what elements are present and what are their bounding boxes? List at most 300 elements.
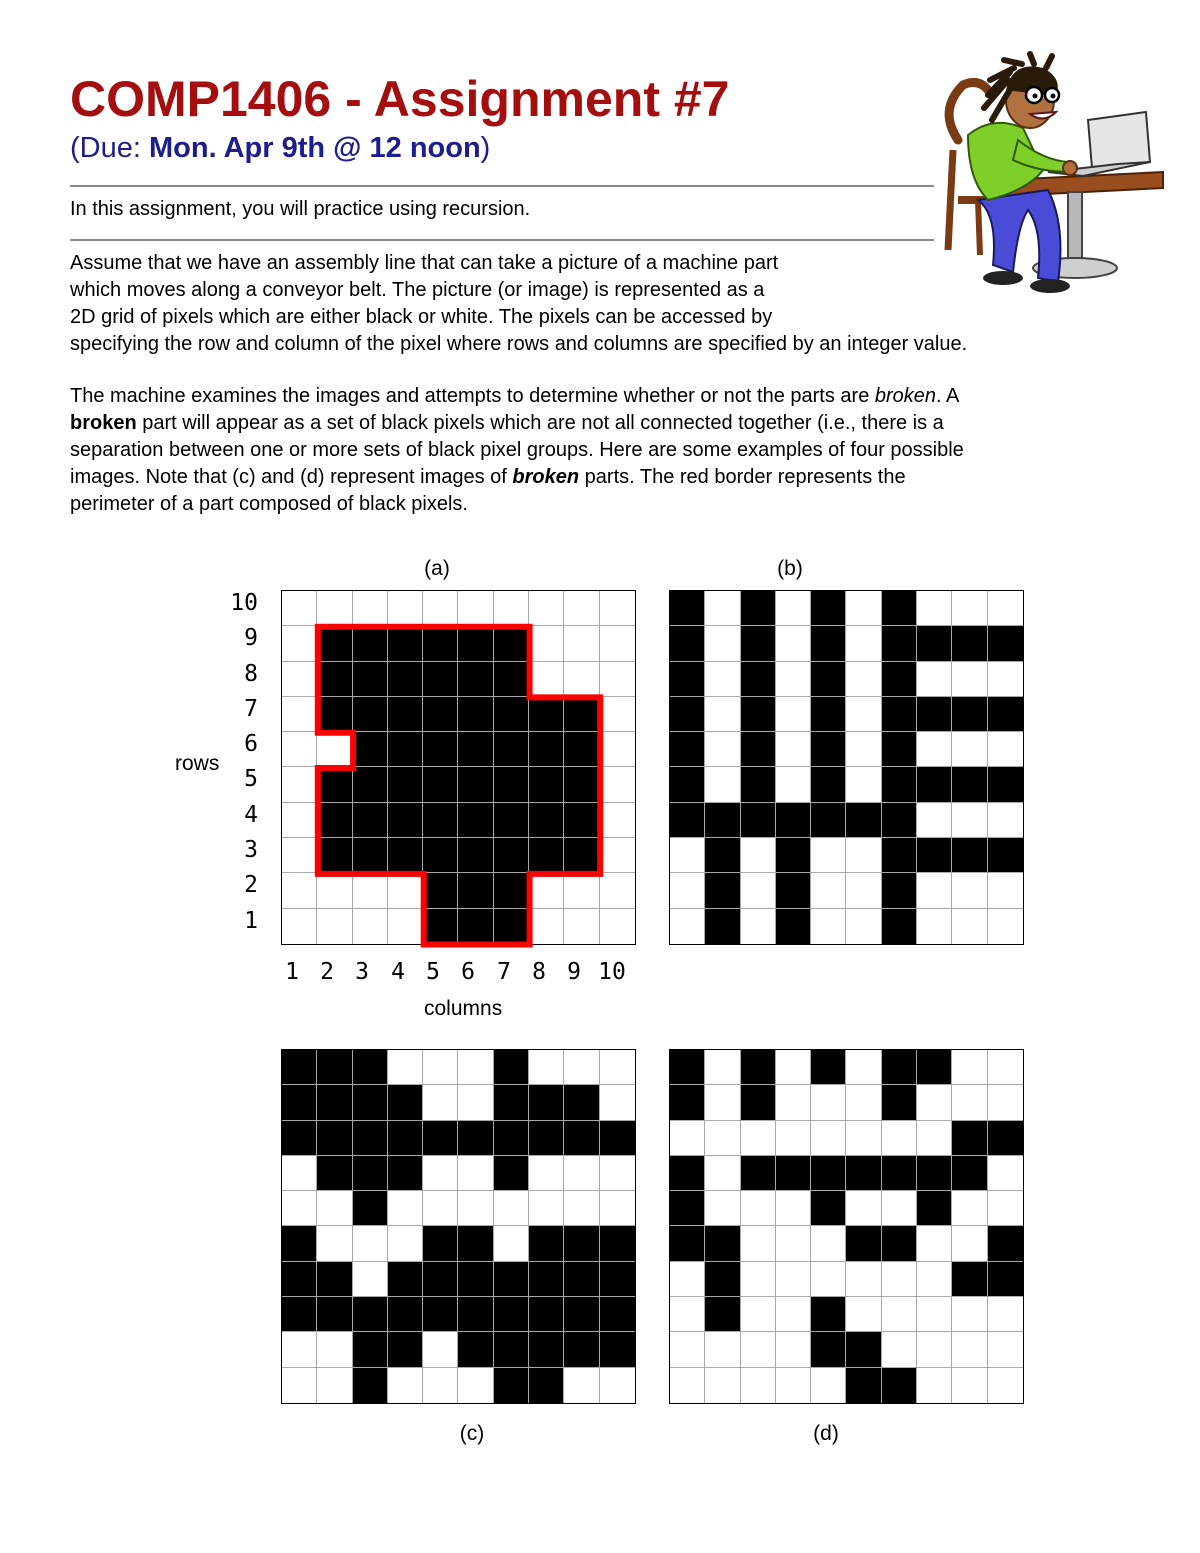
pixel-cell (600, 626, 635, 661)
pixel-cell (494, 1262, 529, 1297)
pixel-cell (600, 662, 635, 697)
pixel-cell (282, 838, 317, 873)
pixel-cell (846, 1226, 881, 1261)
pixel-cell (952, 1085, 987, 1120)
row-number: 7 (244, 696, 258, 722)
pixel-cell (882, 1332, 917, 1367)
pixel-cell (353, 1121, 388, 1156)
pixel-cell (317, 1121, 352, 1156)
pixel-cell (882, 1226, 917, 1261)
pixel-cell (564, 1368, 599, 1403)
pixel-cell (776, 838, 811, 873)
pixel-cell (741, 1262, 776, 1297)
pixel-cell (282, 1297, 317, 1332)
pixel-cell (882, 1121, 917, 1156)
pixel-cell (952, 732, 987, 767)
pixel-cell (458, 1262, 493, 1297)
pixel-cell (353, 1332, 388, 1367)
pixel-cell (423, 1262, 458, 1297)
column-number: 6 (461, 959, 475, 985)
pixel-cell (741, 1121, 776, 1156)
pixel-cell (811, 1332, 846, 1367)
pixel-cell (882, 1085, 917, 1120)
due-date-value: Mon. Apr 9th @ 12 noon (148, 132, 481, 164)
pixel-cell (670, 662, 705, 697)
pixel-cell (917, 1191, 952, 1226)
pixel-cell (917, 909, 952, 944)
pixel-cell (423, 1332, 458, 1367)
pixel-cell (952, 1297, 987, 1332)
pixel-cell (529, 803, 564, 838)
pixel-cell (988, 1191, 1023, 1226)
pixel-cell (741, 697, 776, 732)
pixel-cell (282, 1050, 317, 1085)
pixel-cell (529, 1156, 564, 1191)
pixel-cell (600, 1191, 635, 1226)
pixel-cell (529, 1191, 564, 1226)
pixel-cell (494, 1121, 529, 1156)
pixel-cell (600, 909, 635, 944)
pixel-cell (494, 838, 529, 873)
column-number: 5 (426, 959, 440, 985)
pixel-cell (811, 1050, 846, 1085)
pixel-cell (388, 1050, 423, 1085)
pixel-cell (494, 909, 529, 944)
pixel-cell (317, 662, 352, 697)
pixel-cell (811, 1368, 846, 1403)
pixel-cell (388, 1226, 423, 1261)
pixel-cell (282, 1368, 317, 1403)
pixel-cell (317, 1191, 352, 1226)
pixel-cell (423, 732, 458, 767)
pixel-cell (741, 1156, 776, 1191)
pixel-cell (529, 909, 564, 944)
column-number: 1 (285, 959, 299, 985)
caption-a: (a) (424, 557, 450, 580)
pixel-cell (388, 873, 423, 908)
pixel-cell (670, 1191, 705, 1226)
pixel-cell (458, 873, 493, 908)
pixel-cell (917, 697, 952, 732)
pixel-cell (917, 1156, 952, 1191)
pixel-cell (882, 591, 917, 626)
paragraph-line: 2D grid of pixels which are either black or white. The pixels can be accessed by (70, 306, 773, 328)
pixel-cell (317, 873, 352, 908)
pixel-cell (494, 1156, 529, 1191)
pixel-cell (917, 838, 952, 873)
pixel-cell (776, 626, 811, 661)
pixel-cell (564, 1262, 599, 1297)
pixel-cell (564, 838, 599, 873)
pixel-cell (529, 838, 564, 873)
due-suffix: ) (480, 132, 491, 164)
pixel-cell (317, 1226, 352, 1261)
pixel-cell (882, 1262, 917, 1297)
pixel-cell (600, 1156, 635, 1191)
paragraph-line: Assume that we have an assembly line that can take a picture of a machine part (70, 252, 779, 274)
column-number: 2 (320, 959, 334, 985)
pixel-cell (600, 1121, 635, 1156)
pixel-cell (388, 662, 423, 697)
pixel-cell (670, 767, 705, 802)
pixel-cell (705, 1121, 740, 1156)
pixel-cell (811, 838, 846, 873)
pixel-cell (282, 697, 317, 732)
pixel-cell (458, 803, 493, 838)
pixel-cell (988, 767, 1023, 802)
pixel-cell (741, 767, 776, 802)
pixel-cell (705, 1191, 740, 1226)
pixel-cell (917, 767, 952, 802)
emphasis-broken: broken (512, 466, 580, 488)
pixel-cell (988, 1085, 1023, 1120)
pixel-cell (988, 626, 1023, 661)
pixel-cell (705, 1085, 740, 1120)
column-number: 4 (391, 959, 405, 985)
pixel-cell (353, 909, 388, 944)
pixel-cell (458, 1297, 493, 1332)
pixel-cell (846, 909, 881, 944)
pixel-cell (458, 767, 493, 802)
pixel-cell (882, 1297, 917, 1332)
pixel-cell (388, 1085, 423, 1120)
row-number: 10 (230, 590, 258, 616)
pixel-cell (282, 732, 317, 767)
pixel-cell (564, 803, 599, 838)
pixel-cell (282, 1085, 317, 1120)
pixel-cell (741, 662, 776, 697)
pixel-cell (917, 1332, 952, 1367)
row-number: 1 (244, 908, 258, 934)
pixel-cell (600, 732, 635, 767)
pixel-cell (458, 591, 493, 626)
pixel-cell (811, 697, 846, 732)
pixel-cell (423, 909, 458, 944)
pixel-cell (846, 732, 881, 767)
pixel-cell (353, 838, 388, 873)
pixel-cell (423, 1050, 458, 1085)
pixel-cell (458, 662, 493, 697)
pixel-cell (353, 1050, 388, 1085)
pixel-cell (776, 697, 811, 732)
pixel-grid-a (281, 590, 636, 945)
column-number: 3 (355, 959, 369, 985)
pixel-cell (494, 591, 529, 626)
pixel-cell (670, 838, 705, 873)
pixel-cell (282, 662, 317, 697)
pixel-cell (600, 591, 635, 626)
pixel-cell (705, 732, 740, 767)
row-number: 9 (244, 625, 258, 651)
pixel-cell (952, 1191, 987, 1226)
pixel-cell (388, 1191, 423, 1226)
pixel-cell (423, 591, 458, 626)
pixel-cell (670, 803, 705, 838)
pixel-cell (811, 1191, 846, 1226)
pixel-cell (776, 1332, 811, 1367)
pixel-cell (741, 1191, 776, 1226)
pixel-cell (846, 1262, 881, 1297)
pixel-cell (353, 626, 388, 661)
pixel-cell (811, 767, 846, 802)
pixel-cell (988, 662, 1023, 697)
pixel-cell (564, 1297, 599, 1332)
pixel-cell (317, 767, 352, 802)
pixel-cell (988, 732, 1023, 767)
paragraph-line: separation between one or more sets of black pixel groups. Here are some examples of four possible (70, 439, 964, 461)
pixel-cell (670, 1121, 705, 1156)
pixel-cell (811, 1085, 846, 1120)
pixel-cell (811, 909, 846, 944)
pixel-cell (670, 1085, 705, 1120)
pixel-cell (988, 1368, 1023, 1403)
pixel-cell (670, 1332, 705, 1367)
pixel-cell (741, 1332, 776, 1367)
pixel-cell (423, 803, 458, 838)
pixel-cell (917, 1050, 952, 1085)
pixel-cell (494, 626, 529, 661)
pixel-cell (705, 1297, 740, 1332)
pixel-cell (776, 1262, 811, 1297)
pixel-cell (458, 626, 493, 661)
pixel-cell (282, 1226, 317, 1261)
pixel-cell (811, 1156, 846, 1191)
pixel-cell (564, 1156, 599, 1191)
pixel-cell (600, 1297, 635, 1332)
pixel-cell (353, 591, 388, 626)
pixel-cell (529, 1262, 564, 1297)
pixel-cell (353, 1297, 388, 1332)
pixel-cell (776, 662, 811, 697)
pixel-cell (494, 767, 529, 802)
pixel-cell (917, 662, 952, 697)
pixel-cell (670, 1156, 705, 1191)
pixel-cell (317, 1050, 352, 1085)
pixel-cell (811, 1297, 846, 1332)
paragraph-assembly-line (70, 250, 967, 358)
pixel-cell (952, 626, 987, 661)
pixel-cell (776, 873, 811, 908)
pixel-cell (776, 1297, 811, 1332)
pixel-cell (353, 873, 388, 908)
pixel-cell (917, 591, 952, 626)
pixel-cell (494, 662, 529, 697)
pixel-cell (282, 873, 317, 908)
pixel-cell (670, 1262, 705, 1297)
pixel-cell (564, 1085, 599, 1120)
pixel-cell (952, 591, 987, 626)
pixel-cell (952, 1332, 987, 1367)
pixel-cell (317, 1368, 352, 1403)
pixel-cell (705, 1156, 740, 1191)
pixel-cell (670, 697, 705, 732)
pixel-cell (494, 1191, 529, 1226)
pixel-cell (882, 732, 917, 767)
pixel-cell (282, 767, 317, 802)
pixel-cell (282, 803, 317, 838)
pixel-cell (705, 1262, 740, 1297)
pixel-cell (388, 732, 423, 767)
caption-b: (b) (777, 557, 803, 580)
due-date (70, 132, 490, 165)
pixel-cell (353, 1226, 388, 1261)
pixel-cell (670, 909, 705, 944)
caption-d: (d) (813, 1422, 839, 1445)
pixel-cell (317, 697, 352, 732)
pixel-cell (776, 591, 811, 626)
pixel-cell (882, 662, 917, 697)
pixel-cell (882, 909, 917, 944)
pixel-cell (564, 909, 599, 944)
pixel-cell (776, 1226, 811, 1261)
pixel-cell (952, 1226, 987, 1261)
pixel-cell (600, 697, 635, 732)
pixel-cell (917, 1085, 952, 1120)
pixel-cell (705, 838, 740, 873)
pixel-cell (882, 873, 917, 908)
pixel-cell (494, 1297, 529, 1332)
pixel-cell (705, 1332, 740, 1367)
pixel-cell (282, 1121, 317, 1156)
pixel-cell (529, 1085, 564, 1120)
pixel-cell (564, 1050, 599, 1085)
pixel-cell (529, 697, 564, 732)
pixel-cell (776, 732, 811, 767)
pixel-cell (741, 1368, 776, 1403)
pixel-cell (882, 838, 917, 873)
pixel-cell (952, 803, 987, 838)
pixel-cell (458, 1226, 493, 1261)
row-number: 2 (244, 872, 258, 898)
row-number: 6 (244, 731, 258, 757)
pixel-cell (741, 1297, 776, 1332)
pixel-cell (846, 767, 881, 802)
pixel-cell (705, 767, 740, 802)
pixel-cell (811, 732, 846, 767)
pixel-cell (952, 838, 987, 873)
pixel-grid-d (669, 1049, 1024, 1404)
pixel-cell (458, 1121, 493, 1156)
pixel-cell (846, 591, 881, 626)
pixel-cell (988, 909, 1023, 944)
pixel-cell (846, 1191, 881, 1226)
pixel-cell (988, 697, 1023, 732)
pixel-cell (988, 873, 1023, 908)
pixel-cell (917, 1297, 952, 1332)
pixel-cell (529, 732, 564, 767)
pixel-cell (317, 732, 352, 767)
row-number: 8 (244, 661, 258, 687)
pixel-cell (423, 626, 458, 661)
text-run: . A (936, 385, 960, 407)
pixel-cell (811, 1262, 846, 1297)
pixel-cell (846, 1121, 881, 1156)
pixel-cell (811, 803, 846, 838)
pixel-cell (458, 1332, 493, 1367)
pixel-cell (529, 1368, 564, 1403)
pixel-cell (846, 1050, 881, 1085)
pixel-cell (952, 1262, 987, 1297)
pixel-cell (564, 626, 599, 661)
pixel-cell (846, 1156, 881, 1191)
pixel-cell (600, 803, 635, 838)
pixel-cell (458, 1368, 493, 1403)
pixel-cell (282, 1156, 317, 1191)
pixel-cell (776, 1085, 811, 1120)
pixel-cell (282, 626, 317, 661)
pixel-cell (353, 1191, 388, 1226)
pixel-cell (846, 626, 881, 661)
pixel-cell (529, 1050, 564, 1085)
pixel-cell (353, 697, 388, 732)
pixel-cell (494, 1085, 529, 1120)
column-number: 7 (497, 959, 511, 985)
pixel-cell (388, 838, 423, 873)
pixel-cell (423, 838, 458, 873)
paragraph-line (70, 383, 964, 410)
pixel-cell (917, 1226, 952, 1261)
pixel-cell (917, 1368, 952, 1403)
pixel-cell (670, 873, 705, 908)
column-number: 8 (532, 959, 546, 985)
pixel-cell (776, 1191, 811, 1226)
pixel-cell (846, 662, 881, 697)
pixel-cell (917, 626, 952, 661)
pixel-cell (388, 1121, 423, 1156)
pixel-cell (317, 1297, 352, 1332)
pixel-cell (423, 873, 458, 908)
pixel-cell (600, 1085, 635, 1120)
pixel-cell (388, 1332, 423, 1367)
row-number: 5 (244, 766, 258, 792)
pixel-cell (388, 697, 423, 732)
pixel-cell (317, 1262, 352, 1297)
pixel-cell (705, 803, 740, 838)
pixel-cell (670, 732, 705, 767)
pixel-cell (317, 803, 352, 838)
pixel-cell (741, 803, 776, 838)
pixel-cell (882, 1050, 917, 1085)
pixel-cell (846, 873, 881, 908)
pixel-cell (282, 591, 317, 626)
pixel-cell (776, 909, 811, 944)
pixel-cell (494, 873, 529, 908)
column-number: 9 (567, 959, 581, 985)
pixel-cell (423, 1085, 458, 1120)
columns-axis-title: columns (424, 997, 503, 1020)
pixel-cell (564, 1226, 599, 1261)
pixel-cell (741, 909, 776, 944)
pixel-cell (458, 1156, 493, 1191)
pixel-cell (705, 1226, 740, 1261)
pixel-cell (600, 1332, 635, 1367)
pixel-cell (353, 1368, 388, 1403)
pixel-cell (529, 1297, 564, 1332)
pixel-cell (529, 626, 564, 661)
pixel-cell (564, 1121, 599, 1156)
pixel-cell (705, 697, 740, 732)
pixel-cell (388, 909, 423, 944)
pixel-cell (564, 767, 599, 802)
pixel-grid-b (669, 590, 1024, 945)
pixel-cell (564, 697, 599, 732)
pixel-cell (670, 1050, 705, 1085)
pixel-cell (529, 662, 564, 697)
paragraph-broken-parts (70, 383, 964, 518)
paragraph-line: perimeter of a part composed of black pixels. (70, 493, 468, 515)
pixel-cell (670, 591, 705, 626)
pixel-cell (317, 909, 352, 944)
